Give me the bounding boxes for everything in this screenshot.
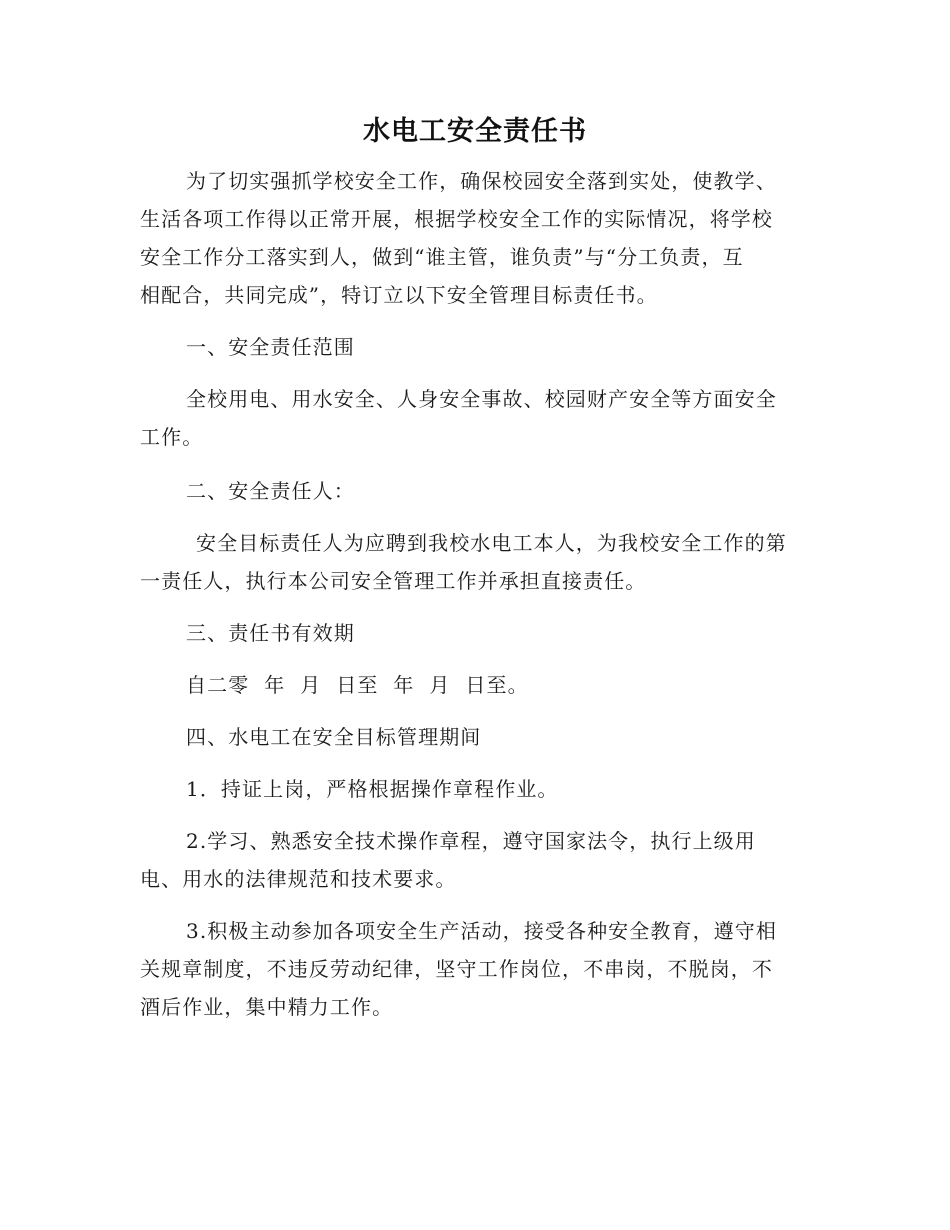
body-line: 安全目标责任人为应聘到我校水电工本人，为我校安全工作的第 xyxy=(196,531,787,555)
section-2-body xyxy=(140,524,806,600)
document-title: 水电工安全责任书 xyxy=(363,116,587,147)
body-line: 关规章制度，不违反劳动纪律，坚守工作岗位，不串岗，不脱岗，不 xyxy=(140,957,773,981)
list-item-3 xyxy=(140,912,806,1026)
list-item-2 xyxy=(140,822,806,898)
section-1-body xyxy=(140,380,806,456)
intro-line: 为了切实强抓学校安全工作，确保校园安全落到实处，使教学、 xyxy=(186,169,777,193)
section-2-heading: 二、安全责任人： xyxy=(186,479,355,503)
section-4-heading: 四、水电工在安全目标管理期间 xyxy=(186,725,482,749)
section-3-body: 自二零 年 月 日至 年 月 日至。 xyxy=(186,673,529,697)
list-item-1: 1．持证上岗，严格根据操作章程作业。 xyxy=(186,777,559,801)
section-3-heading: 三、责任书有效期 xyxy=(186,621,355,645)
body-line: 2.学习、熟悉安全技术操作章程，遵守国家法令，执行上级用 xyxy=(186,829,756,853)
body-line: 全校用电、用水安全、人身安全事故、校园财产安全等方面安全 xyxy=(186,387,777,411)
body-line: 一责任人，执行本公司安全管理工作并承担直接责任。 xyxy=(140,569,647,593)
body-line: 电、用水的法律规范和技术要求。 xyxy=(140,867,457,891)
body-line: 3.积极主动参加各项安全生产活动，接受各种安全教育，遵守相 xyxy=(186,919,777,943)
intro-line: 生活各项工作得以正常开展，根据学校安全工作的实际情况，将学校 xyxy=(140,207,773,231)
intro-line: 相配合，共同完成”，特订立以下安全管理目标责任书。 xyxy=(140,283,658,307)
body-line: 酒后作业，集中精力工作。 xyxy=(140,995,394,1019)
intro-line: 安全工作分工落实到人，做到“谁主管，谁负责”与“分工负责，互 xyxy=(140,245,744,269)
section-1-heading: 一、安全责任范围 xyxy=(186,335,355,359)
body-line: 工作。 xyxy=(140,425,204,449)
intro-paragraph xyxy=(140,162,806,314)
